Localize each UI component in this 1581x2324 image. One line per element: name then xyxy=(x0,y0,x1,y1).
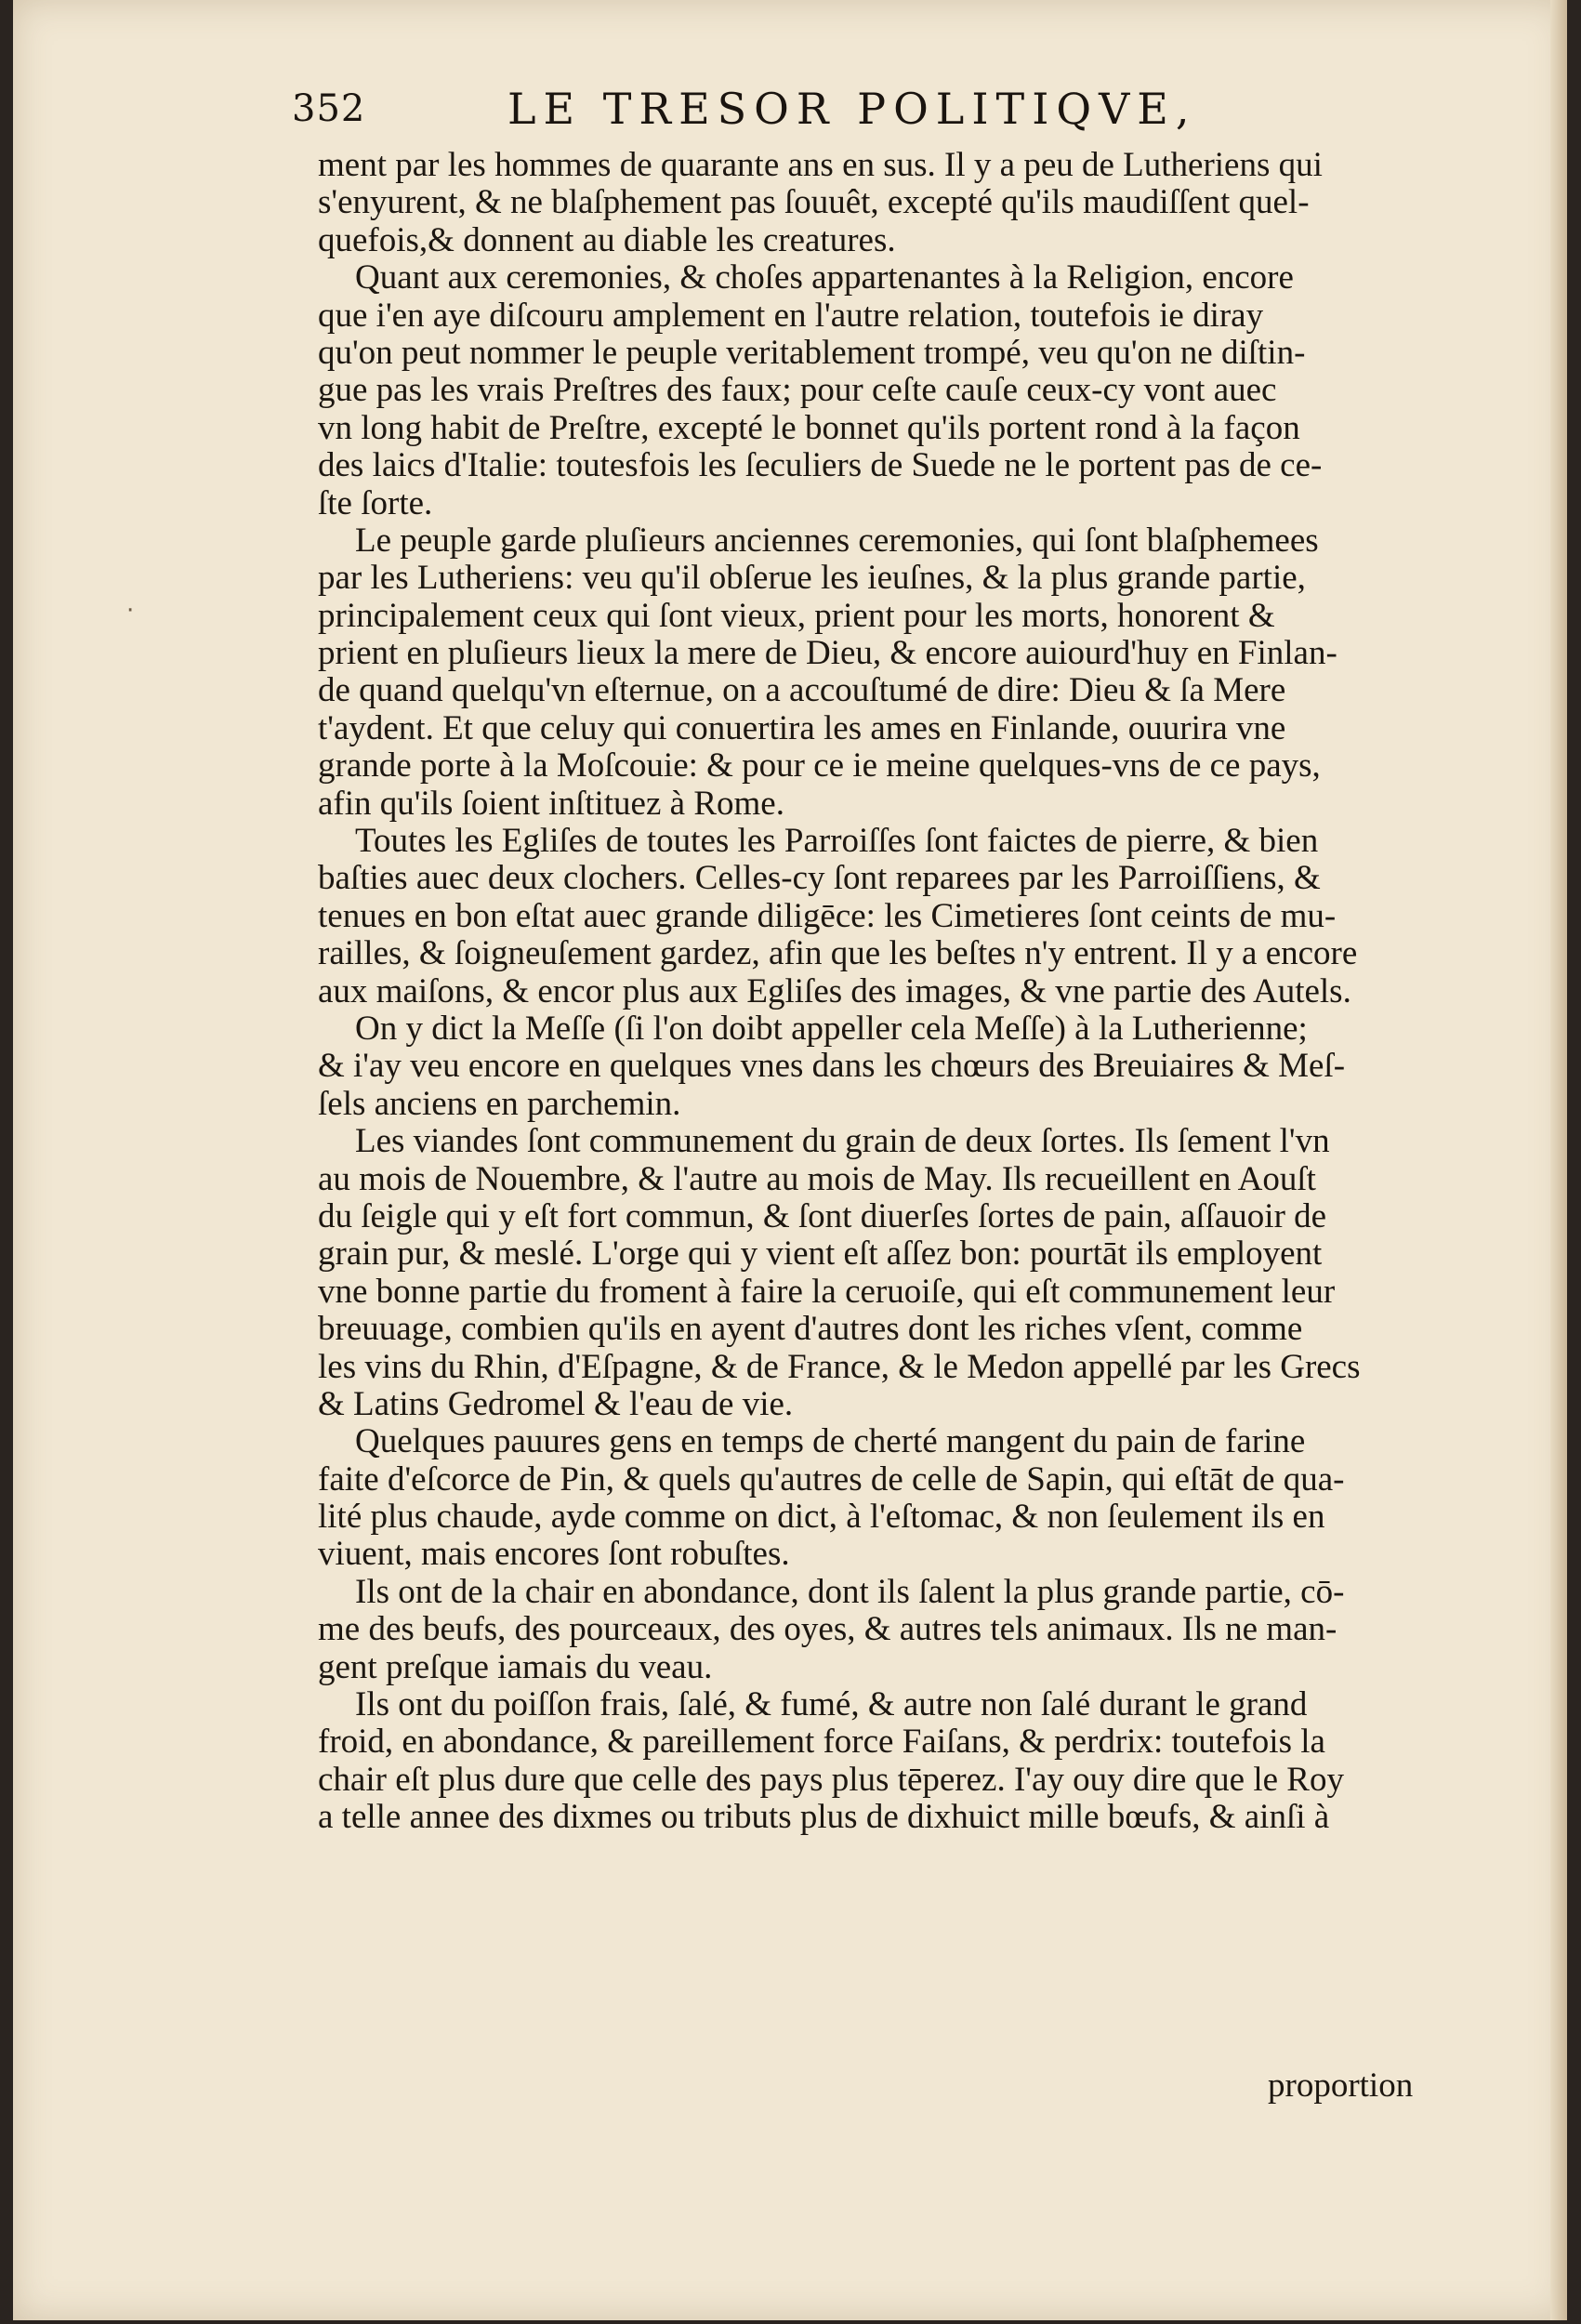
text-line: me des beufs, des pourceaux, des oyes, & autres tels animaux. Ils ne man- xyxy=(318,1610,1337,1649)
text-line: du ſeigle qui y eſt fort commun, & ſont diuerſes ſortes de pain, aſſauoir de xyxy=(318,1196,1327,1235)
text-line: s'enyurent, & ne blaſphement pas ſouuêt, excepté qu'ils maudiſſent quel- xyxy=(318,183,1310,222)
text-line: Ils ont de la chair en abondance, dont ils ſalent la plus grande partie, cō- xyxy=(355,1572,1345,1611)
text-line: faite d'eſcorce de Pin, & quels qu'autres de celle de Sapin, qui eſtāt de qua- xyxy=(318,1459,1345,1499)
text-line: par les Lutheriens: veu qu'il obſerue les ieuſnes, & la plus grande partie, xyxy=(318,559,1306,598)
text-line: aux maiſons, & encor plus aux Egliſes des images, & vne partie des Autels. xyxy=(318,971,1351,1010)
text-line: Les viandes ſont communement du grain de deux ſortes. Ils ſement l'vn xyxy=(355,1122,1330,1161)
text-line: & Latins Gedromel & l'eau de vie. xyxy=(318,1384,794,1423)
text-line: vn long habit de Preſtre, excepté le bonnet qu'ils portent rond à la façon xyxy=(318,408,1300,447)
text-line: Le peuple garde pluſieurs anciennes ceremonies, qui ſont blaſphemees xyxy=(355,521,1319,560)
text-line: vne bonne partie du froment à faire la ceruoiſe, qui eſt communement leur xyxy=(318,1272,1336,1311)
text-line: ment par les hommes de quarante ans en sus. Il y a peu de Lutheriens qui xyxy=(318,146,1323,184)
text-line: tenues en bon eſtat auec grande diligēce: les Cimetieres ſont ceints de mu- xyxy=(318,896,1337,935)
text-line: quefois,& donnent au diable les creatures. xyxy=(318,220,896,259)
text-line: Quelques pauures gens en temps de cherté mangent du pain de farine xyxy=(355,1422,1306,1461)
text-line: a telle annee des dixmes ou tributs plus de dixhuict mille bœufs, & ainſi à xyxy=(318,1798,1330,1837)
text-line: Ils ont du poiſſon frais, ſalé, & fumé, & autre non ſalé durant le grand xyxy=(355,1685,1308,1724)
text-line: On y dict la Meſſe (ſi l'on doibt appeller cela Meſſe) à la Lutherienne; xyxy=(355,1009,1308,1048)
text-line: baſties auec deux clochers. Celles-cy ſont reparees par les Parroiſſiens, & xyxy=(318,859,1321,898)
text-line: Toutes les Egliſes de toutes les Parroiſſes ſont faictes de pierre, & bien xyxy=(355,822,1319,861)
page-number: 352 xyxy=(292,87,366,130)
text-line: gue pas les vrais Preſtres des faux; pour ceſte cauſe ceux-cy vont auec xyxy=(318,371,1277,410)
text-line: grande porte à la Moſcouie: & pour ce ie meine quelques-vns de ce pays, xyxy=(318,746,1321,786)
text-line: les vins du Rhin, d'Eſpagne, & de France, & le Medon appellé par les Grecs xyxy=(318,1347,1361,1386)
text-line: de quand quelqu'vn eſternue, on a accouſtumé de dire: Dieu & ſa Mere xyxy=(318,671,1286,710)
text-line: viuent, mais encores ſont robuſtes. xyxy=(318,1535,790,1574)
text-line: prient en pluſieurs lieux la mere de Dieu, & encore auiourd'huy en Finlan- xyxy=(318,634,1337,673)
text-line: lité plus chaude, ayde comme on dict, à l'eſtomac, & non ſeulement ils en xyxy=(318,1498,1325,1537)
text-line: qu'on peut nommer le peuple veritablement trompé, veu qu'on ne diſtin- xyxy=(318,333,1306,372)
text-line: principalement ceux qui ſont vieux, prient pour les morts, honorent & xyxy=(318,596,1275,635)
text-line: ſte ſorte. xyxy=(318,483,433,522)
body-text xyxy=(318,147,1452,1837)
text-line: afin qu'ils ſoient inſtituez à Rome. xyxy=(318,784,784,823)
book-page xyxy=(13,0,1567,2320)
catchword: proportion xyxy=(1268,2067,1414,2105)
page-header xyxy=(292,82,1286,138)
text-line: grain pur, & meslé. L'orge qui y vient eſt aſſez bon: pourtāt ils employent xyxy=(318,1235,1323,1274)
text-line: des laics d'Italie: toutesfois les ſeculiers de Suede ne le portent pas de ce- xyxy=(318,446,1323,485)
text-line: ſels anciens en parchemin. xyxy=(318,1084,681,1123)
text-line: gent preſque iamais du veau. xyxy=(318,1647,713,1686)
text-line: railles, & ſoigneuſement gardez, afin que les beſtes n'y entrent. Il y a encore xyxy=(318,934,1358,973)
text-line: breuuage, combien qu'ils en ayent d'autres dont les riches vſent, comme xyxy=(318,1310,1303,1349)
text-line: Quant aux ceremonies, & choſes appartenantes à la Religion, encore xyxy=(355,258,1294,297)
text-line: & i'ay veu encore en quelques vnes dans les chœurs des Breuiaires & Meſ- xyxy=(318,1047,1346,1086)
text-line: t'aydent. Et que celuy qui conuertira les ames en Finlande, ouurira vne xyxy=(318,708,1286,747)
text-line: froid, en abondance, & pareillement force Faiſans, & perdrix: toutefois la xyxy=(318,1723,1325,1762)
text-line: que i'en aye diſcouru amplement en l'autre relation, toutefois ie diray xyxy=(318,296,1264,335)
text-line: au mois de Nouembre, & l'autre au mois de May. Ils recueillent en Aouſt xyxy=(318,1159,1316,1198)
margin-mark: · xyxy=(126,597,135,625)
page-edge xyxy=(1550,0,1567,2320)
running-title: LE TRESOR POLITIQVE, xyxy=(507,84,1197,134)
text-line: chair eſt plus dure que celle des pays plus tēperez. I'ay ouy dire que le Roy xyxy=(318,1760,1344,1799)
